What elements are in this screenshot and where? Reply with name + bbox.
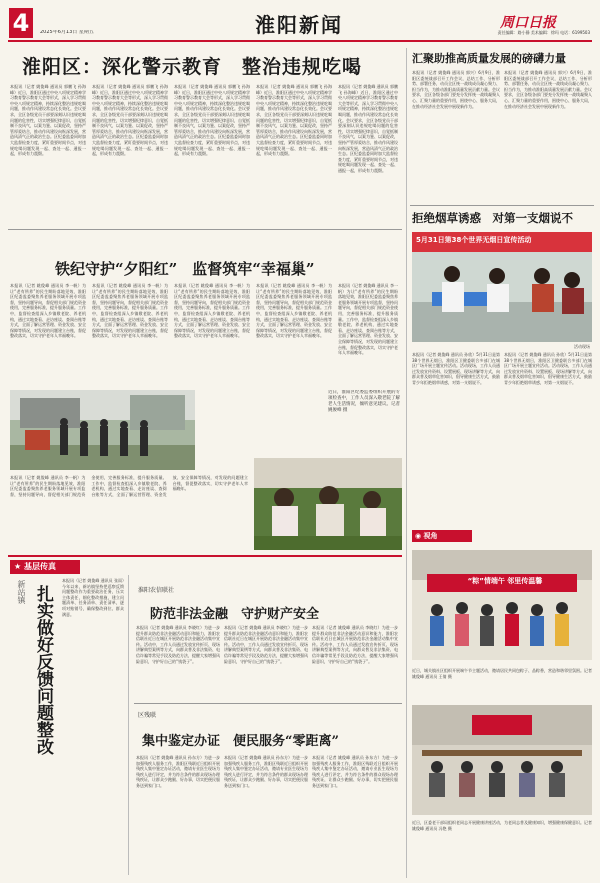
- lead-body-col5: 本报讯（记者 姚俊峰 通讯员 郭鹏飞 孙海峰）近日，淮阳区通过中央八项规定精神学习教育警示教育大会等形式，深入学习贯彻中央八项规定精神，持续深化整治违规吃喝问题，推动作风建设常态化长效化。会议要求，全区各级党员干部要深刻认识违规吃喝问题的危害性，切实增强纪律意识，自觉抵制不良风气，以案为鉴、以案促改，坚持严管厚爱结合，推动作风建设向纵深发展，营造风清气正的政治生态。区纪委监委同时加大监督检查力度，紧盯重要时间节点，对违规吃喝问题发现一起、查处一起、通报一起，形成有力震慑。: [338, 84, 398, 173]
- disabled-body-col3: 本报讯（记者 姚俊峰 通讯员 孙东方）为进一步加强残疾人服务工作，淮阳区残联近日组织开展残疾人集中鉴定办证活动，邀请专业医生现场为残疾人进行评定，并为符合条件的群众现场办理残疾证，让群众少跑腿、好办事，切实把便民服务送到家门口。: [312, 755, 398, 788]
- eye-icon: ◉: [415, 532, 422, 540]
- lead-body: 本报讯（记者 姚俊峰 通讯员 郭鹏飞 孙海峰）近日，淮阳区通过中央八项规定精神学习教育警示教育大会等形式，深入学习贯彻中央八项规定精神，持续深化整治违规吃喝问题，推动作风建设常态化长效化。会议要求，全区各级党员干部要深刻认识违规吃喝问题的危害性，切实增强纪律意识，自觉抵制不良风气，以案为鉴、以案促改，坚持严管厚爱结合，推动作风建设向纵深发展，营造风清气正的政治生态。区纪委监委同时加大监督检查力度，紧盯重要时间节点，对违规吃喝问题发现一起、查处一起、通报一起，形成有力震慑。: [10, 84, 86, 157]
- special-column-label-text: 基层传真: [23, 562, 56, 571]
- disabled-kicker: 区残联: [138, 712, 157, 719]
- viewpoint-label-text: 视角: [423, 532, 438, 540]
- column-divider: [128, 575, 129, 875]
- lead-body-col3: 本报讯（记者 姚俊峰 通讯员 郭鹏飞 孙海峰）近日，淮阳区通过中央八项规定精神学习教育警示教育大会等形式，深入学习贯彻中央八项规定精神，持续深化整治违规吃喝问题，推动作风建设常态化长效化。会议要求，全区各级党员干部要深刻认识违规吃喝问题的危害性，切实增强纪律意识，自觉抵制不良风气，以案为鉴、以案促改，坚持严管厚爱结合，推动作风建设向纵深发展，营造风清气正的政治生态。区纪委监委同时加大监督检查力度，紧盯重要时间节点，对违规吃喝问题发现一起、查处一起、通报一起，形成有力震慑。: [174, 84, 250, 157]
- viewpoint-banner: “粽”情端午 邻里传温馨: [467, 577, 543, 585]
- column-divider: [406, 48, 407, 878]
- no-smoking-banner: 5月31日第38个世界无烟日宣传活动: [416, 236, 532, 244]
- finance-body-col1: 本报讯（记者 姚俊峰 通讯员 李晓红）为进一步提升群众防范非法金融活动意识和能力，淮阳农信联社近日在城区开展防范非法金融活动集中宣传。活动中，工作人员通过发放宣传折页、现场讲解典型案例等方式，向群众普及非法集资、电信诈骗等常见手段及防范方法，提醒大家增强风险意识，守护好自己的“钱袋子”。: [136, 625, 220, 664]
- feature-body-col3: 本报讯（记者 姚俊峰 通讯员 李一帆）为让“老有所养”的民生期盼落地见效，淮阳区纪委监委聚焦养老服务领域开展专项监督，坚持问题导向，督促相关部门规范资金使用，完善服务标准，提升服务质量。工作中，监督检查组深入乡镇敬老院、养老机构，通过实地查看、走访座谈、查阅台账等方式，全面了解运营管理、资金发放、安全保障等情况，对发现的问题建立台账，督促整改落实，切实守护老年人幸福晚年。: [174, 283, 250, 339]
- lead-body-col4: 本报讯（记者 姚俊峰 通讯员 郭鹏飞 孙海峰）近日，淮阳区通过中央八项规定精神学习教育警示教育大会等形式，深入学习贯彻中央八项规定精神，持续深化整治违规吃喝问题，推动作风建设常态化长效化。会议要求，全区各级党员干部要深刻认识违规吃喝问题的危害性，切实增强纪律意识，自觉抵制不良风气，以案为鉴、以案促改，坚持严管厚爱结合，推动作风建设向纵深发展，营造风清气正的政治生态。区纪委监委同时加大监督检查力度，紧盯重要时间节点，对违规吃喝问题发现一起、查处一起、通报一起，形成有力震慑。: [256, 84, 332, 157]
- feature-body-col2: 本报讯（记者 姚俊峰 通讯员 李一帆）为让“老有所养”的民生期盼落地见效，淮阳区纪委监委聚焦养老服务领域开展专项监督，坚持问题导向，督促相关部门规范资金使用，完善服务标准，提升服务质量。工作中，监督检查组深入乡镇敬老院、养老机构，通过实地查看、走访座谈、查阅台账等方式，全面了解运营管理、资金发放、安全保障等情况，对发现的问题建立台账，督促整改落实，切实守护老年人幸福晚年。: [92, 283, 168, 339]
- section-rule: [8, 555, 402, 557]
- divider: [134, 703, 402, 704]
- feature-body-lower: 本报讯（记者 姚俊峰 通讯员 李一帆）为让“老有所养”的民生期盼落地见效，淮阳区纪委监委聚焦养老服务领域开展专项监督，坚持问题导向，督促相关部门规范资金使用，完善服务标准，提升服务质量。工作中，监督检查组深入乡镇敬老院、养老机构，通过实地查看、走访座谈、查阅台账等方式，全面了解运营管理、资金发放、安全保障等情况，对发现的问题建立台账，督促整改落实，切实守护老年人幸福晚年。: [10, 475, 248, 497]
- photo-village-visit: [10, 390, 195, 470]
- lead-body-col2: 本报讯（记者 姚俊峰 通讯员 郭鹏飞 孙海峰）近日，淮阳区通过中央八项规定精神学习教育警示教育大会等形式，深入学习贯彻中央八项规定精神，持续深化整治违规吃喝问题，推动作风建设常态化长效化。会议要求，全区各级党员干部要深刻认识违规吃喝问题的危害性，切实增强纪律意识，自觉抵制不良风气，以案为鉴、以案促改，坚持严管厚爱结合，推动作风建设向纵深发展，营造风清气正的政治生态。区纪委监委同时加大监督检查力度，紧盯重要时间节点，对违规吃喝问题发现一起、查处一起、通报一起，形成有力震慑。: [92, 84, 168, 157]
- finance-body-col3: 本报讯（记者 姚俊峰 通讯员 李晓红）为进一步提升群众防范非法金融活动意识和能力，淮阳农信联社近日在城区开展防范非法金融活动集中宣传。活动中，工作人员通过发放宣传折页、现场讲解典型案例等方式，向群众普及非法集资、电信诈骗等常见手段及防范方法，提醒大家增强风险意识，守护好自己的“钱袋子”。: [312, 625, 398, 664]
- feature-body-col4: 本报讯（记者 姚俊峰 通讯员 李一帆）为让“老有所养”的民生期盼落地见效，淮阳区纪委监委聚焦养老服务领域开展专项监督，坚持问题导向，督促相关部门规范资金使用，完善服务标准，提升服务质量。工作中，监督检查组深入乡镇敬老院、养老机构，通过实地查看、走访座谈、查阅台账等方式，全面了解运营管理、资金发放、安全保障等情况，对发现的问题建立台账，督促整改落实，切实守护老年人幸福晚年。: [256, 283, 332, 339]
- brand-logo: 周口日报: [500, 15, 556, 31]
- disabled-body-col1: 本报讯（记者 姚俊峰 通讯员 孙东方）为进一步加强残疾人服务工作，淮阳区残联近日组织开展残疾人集中鉴定办证活动，邀请专业医生现场为残疾人进行评定，并为符合条件的群众现场办理残疾证，让群众少跑腿、好办事，切实把便民服务送到家门口。: [136, 755, 220, 788]
- viewpoint-photo-1: [412, 550, 592, 660]
- feature-body-col5: 本报讯（记者 姚俊峰 通讯员 李一帆）为让“老有所养”的民生期盼落地见效，淮阳区纪委监委聚焦养老服务领域开展专项监督，坚持问题导向，督促相关部门规范资金使用，完善服务标准，提升服务质量。工作中，监督检查组深入乡镇敬老院、养老机构，通过实地查看、走访座谈、查阅台账等方式，全面了解运营管理、资金发放、安全保障等情况，对发现的问题建立台账，督促整改落实，切实守护老年人幸福晚年。: [338, 283, 398, 356]
- viewpoint-caption-1: 近日，城关镇社区组织开展端午节主题活动，邀请居民共同包粽子、品粽香，营造和谐邻里氛围。记者 姚俊峰 通讯员 王倩 摄: [412, 668, 592, 679]
- special-column-vtitle: 扎实做好反馈问题整改: [33, 585, 53, 755]
- section-title: 淮阳新闻: [255, 13, 343, 37]
- feature-photo-1: [10, 390, 195, 470]
- right-top-body-col2: 本报讯（记者 姚俊峰 通讯员 郭兴）6月9日，淮阳区委统战部召开工作会议，总结工作、分析形势、部署任务，动员全区统一战线成员凝心聚力、担当作为，为推动淮阳高质量发展贡献力量。会议要求，全区各级各部门要充分发挥统一战线凝聚人心、汇聚力量的重要作用，围绕中心、服务大局，在推动经济社会发展中展现新作为。: [504, 70, 592, 109]
- lead-headline: 淮阳区：深化警示教育 整治违规吃喝: [22, 56, 363, 78]
- viewpoint-caption-2: 近日，区委老干部局组织老同志开展健康讲座活动，为老同志普及健康知识，增强健康保健意识。记者 姚俊峰 通讯员 冯艳 摄: [412, 820, 592, 831]
- right-mid-headline: 拒绝烟草诱惑 对第一支烟说不: [412, 211, 573, 225]
- special-column-label: [10, 560, 80, 574]
- feature-photo-2: [254, 458, 402, 550]
- masthead-rule: [8, 40, 592, 42]
- finance-body-col2: 本报讯（记者 姚俊峰 通讯员 李晓红）为进一步提升群众防范非法金融活动意识和能力，淮阳农信联社近日在城区开展防范非法金融活动集中宣传。活动中，工作人员通过发放宣传折页、现场讲解典型案例等方式，向群众普及非法集资、电信诈骗等常见手段及防范方法，提醒大家增强风险意识，守护好自己的“钱袋子”。: [224, 625, 308, 664]
- disabled-headline: 集中鉴定办证 便民服务“零距离”: [142, 734, 339, 749]
- special-column-tag: 新站镇: [17, 580, 26, 604]
- right-mid-body-col1: 本报讯（记者 姚俊峰 通讯员 孙欣）5月31日是第38个世界无烟日，淮阳区卫健委联合多部门在城区广场开展主题宣传活动。活动现场，工作人员通过发放宣传资料、设置展板、现场讲解等方式，向群众普及烟草危害知识，倡导健康生活方式，鼓励青少年拒绝烟草诱惑，对第一支烟说不。: [412, 352, 500, 385]
- photo-no-tobacco-event: [412, 232, 592, 342]
- finance-kicker: 淮阳农信联社: [138, 587, 175, 594]
- photo-health-lecture: [412, 705, 592, 815]
- divider: [8, 229, 402, 230]
- right-mid-body-col2: 本报讯（记者 姚俊峰 通讯员 孙欣）5月31日是第38个世界无烟日，淮阳区卫健委联合多部门在城区广场开展主题宣传活动。活动现场，工作人员通过发放宣传资料、设置展板、现场讲解等方式，向群众普及烟草危害知识，倡导健康生活方式，鼓励青少年拒绝烟草诱惑，对第一支烟说不。: [504, 352, 592, 385]
- divider: [410, 205, 594, 206]
- photo-dragon-boat-event: [412, 550, 592, 660]
- viewpoint-label: [412, 530, 472, 542]
- issue-date: 2025年6月13日 星期五: [40, 30, 94, 35]
- right-top-body-col1: 本报讯（记者 姚俊峰 通讯员 郭兴）6月9日，淮阳区委统战部召开工作会议，总结工作、分析形势、部署任务，动员全区统一战线成员凝心聚力、担当作为，为推动淮阳高质量发展贡献力量。会议要求，全区各级各部门要充分发挥统一战线凝聚人心、汇聚力量的重要作用，围绕中心、服务大局，在推动经济社会发展中展现新作为。: [412, 70, 500, 109]
- disabled-body-col2: 本报讯（记者 姚俊峰 通讯员 孙东方）为进一步加强残疾人服务工作，淮阳区残联近日组织开展残疾人集中鉴定办证活动，邀请专业医生现场为残疾人进行评定，并为符合条件的群众现场办理残疾证，让群众少跑腿、好办事，切实把便民服务送到家门口。: [224, 755, 308, 788]
- feature-body-col1: 本报讯（记者 姚俊峰 通讯员 李一帆）为让“老有所养”的民生期盼落地见效，淮阳区纪委监委聚焦养老服务领域开展专项监督，坚持问题导向，督促相关部门规范资金使用，完善服务标准，提升服务质量。工作中，监督检查组深入乡镇敬老院、养老机构，通过实地查看、走访座谈、查阅台账等方式，全面了解运营管理、资金发放、安全保障等情况，对发现的问题建立台账，督促整改落实，切实守护老年人幸福晚年。: [10, 283, 86, 339]
- viewpoint-photo-2: [412, 705, 592, 815]
- no-smoking-caption: 活动现场: [574, 344, 590, 349]
- right-top-headline: 汇聚助推高质量发展的磅礴力量: [412, 52, 566, 65]
- finance-headline: 防范非法金融 守护财产安全: [150, 607, 320, 622]
- feature-photo-caption: 近日，淮阳区纪委监委组织开展的专项检查中，工作人员深入敬老院了解老人生活情况，倾听意见建议。记者 姚俊峰 摄: [328, 390, 400, 413]
- special-column-body: 本报讯（记者 姚俊峰 通讯员 张雨）今年以来，新站镇坚持把巡察反馈问题整改作为重要政治任务，压实主体责任，细化整改措施，建立问题清单、任务清单、责任清单，逐项对账销号，确保整改到位、群众满意。: [62, 578, 124, 617]
- no-smoking-photo: [412, 232, 592, 342]
- page-number: 4: [9, 8, 33, 38]
- star-icon: ★: [14, 562, 22, 571]
- editor-line: 责任编辑：路小静 美术编辑：徐玛 电话：6199503: [497, 30, 590, 35]
- feature-headline: 铁纪守护“夕阳红” 监督筑牢“幸福巢”: [55, 260, 315, 278]
- photo-farm-inspection: [254, 458, 402, 550]
